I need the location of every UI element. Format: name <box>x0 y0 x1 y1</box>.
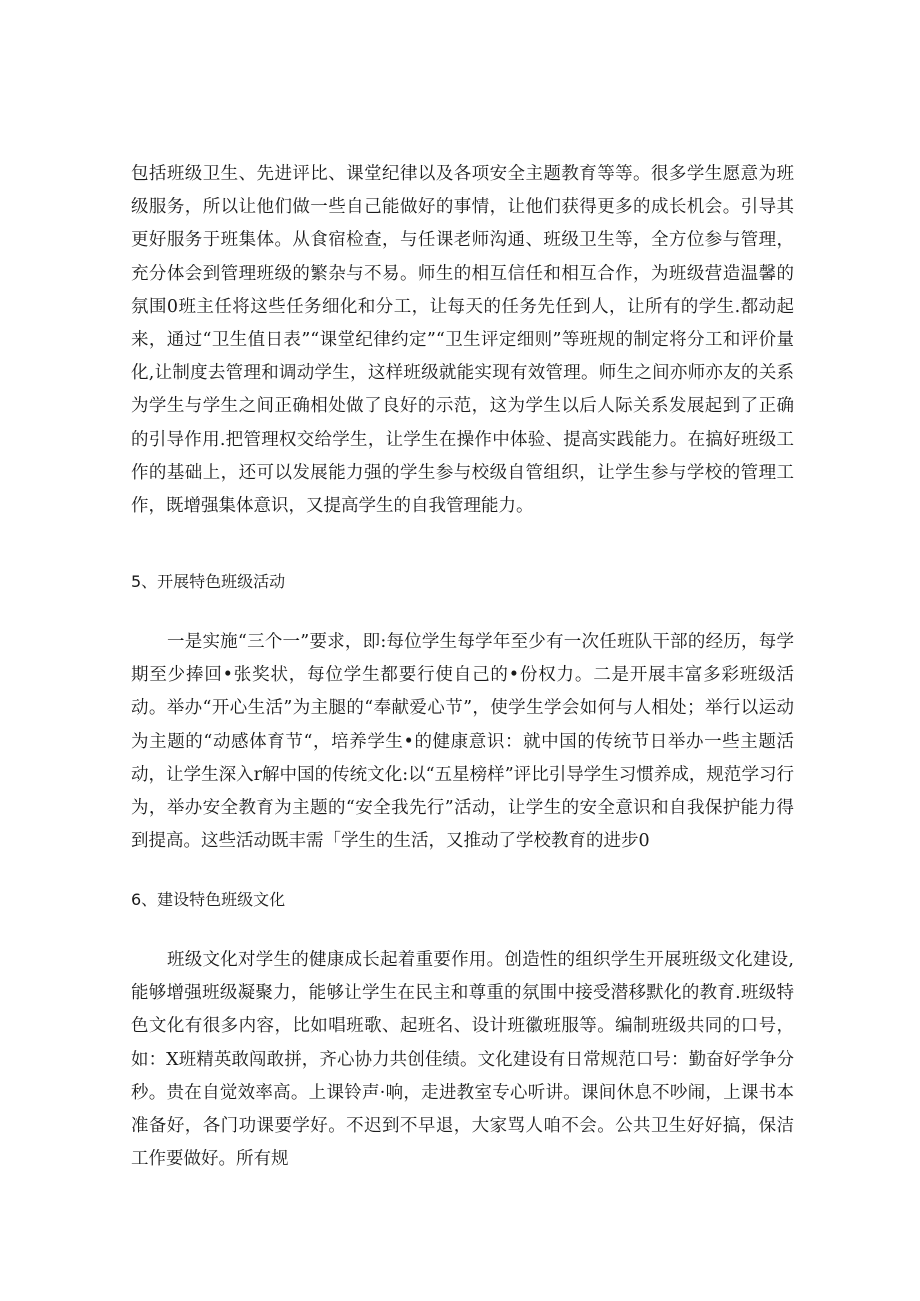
paragraph-text: 班级文化对学生的健康成长起着重要作用。创造性的组织学生开展班级文化建设,能够增强班级凝聚力，能够让学生在民主和尊重的氛围中接受潜移默化的教育.班级特色文化有很多内容，比如唱班歌、起班名、设计班徽班服等。编制班级共同的口号，如：X班精英敢闯敢拼，齐心协力共创佳绩。文化建设有日常规范口号：勤奋好学争分秒。贵在自觉效率高。上课铃声·响，走进教室专心听讲。课间休息不吵闹，上课书本准备好，各门功课要学好。不迟到不早退，大家骂人咱不会。公共卫生好好搞，保洁工作要做好。所有规 <box>131 950 794 1170</box>
paragraph-text: 一是实施“三个一”要求，即:每位学生每学年至少有一次任班队干部的经历，每学期至少捧回•张奖状，每位学生都要行使自己的•份权力。二是开展丰富多彩班级活动。举办“开心生活”为主腿的“奉献爱心节”，使学生学会如何与人相处；举行以运动为主题的“动感体育节“，培养学生•的健康意识：就中国的传统节日举办一些主题活动，让学生深入r解中国的传统文化:以“五星榜样”评比引导学生习惯养成，规范学习行为，举办安全教育为主题的“安全我先行”活动，让学生的安全意识和自我保护能力得到提高。这些活动既丰需「学生的生活，又推动了学校教育的进步0 <box>131 632 794 852</box>
paragraph-class-activities <box>131 626 794 858</box>
paragraph-class-management <box>131 158 794 523</box>
paragraph-text: 包括班级卫生、先进评比、课堂纪律以及各项安全主题教育等等。很多学生愿意为班级服务，所以让他们做一些自己能做好的事情，让他们获得更多的成长机会。引导其更好服务于班集体。从食宿检查，与任课老师沟通、班级卫生等，全方位参与管理，充分体会到管理班级的繁杂与不易。师生的相互信任和相互合作，为班级营造温馨的氛围0班主任将这些任务细化和分工，让每天的任务先任到人，让所有的学生.都动起来，通过“卫生值日表”“课堂纪律约定”“卫生评定细则”等班规的制定将分工和评价量化,让制度去管理和调动学生，这样班级就能实现有效管理。师生之间亦师亦友的关系为学生与学生之间正确相处做了良好的示范，这为学生以后人际关系发展起到了正确的引导作用.把管理权交给学生，让学生在操作中体验、提高实践能力。在搞好班级工作的基础上，还可以发展能力强的学生参与校级自管组织，让学生参与学校的管理工作，既增强集体意识，又提高学生的自我管理能力。 <box>131 164 794 517</box>
section-heading-5: 5、开展特色班级活动 <box>131 572 286 591</box>
section-heading-6: 6、建设特色班级文化 <box>131 890 286 909</box>
paragraph-class-culture <box>131 944 794 1176</box>
